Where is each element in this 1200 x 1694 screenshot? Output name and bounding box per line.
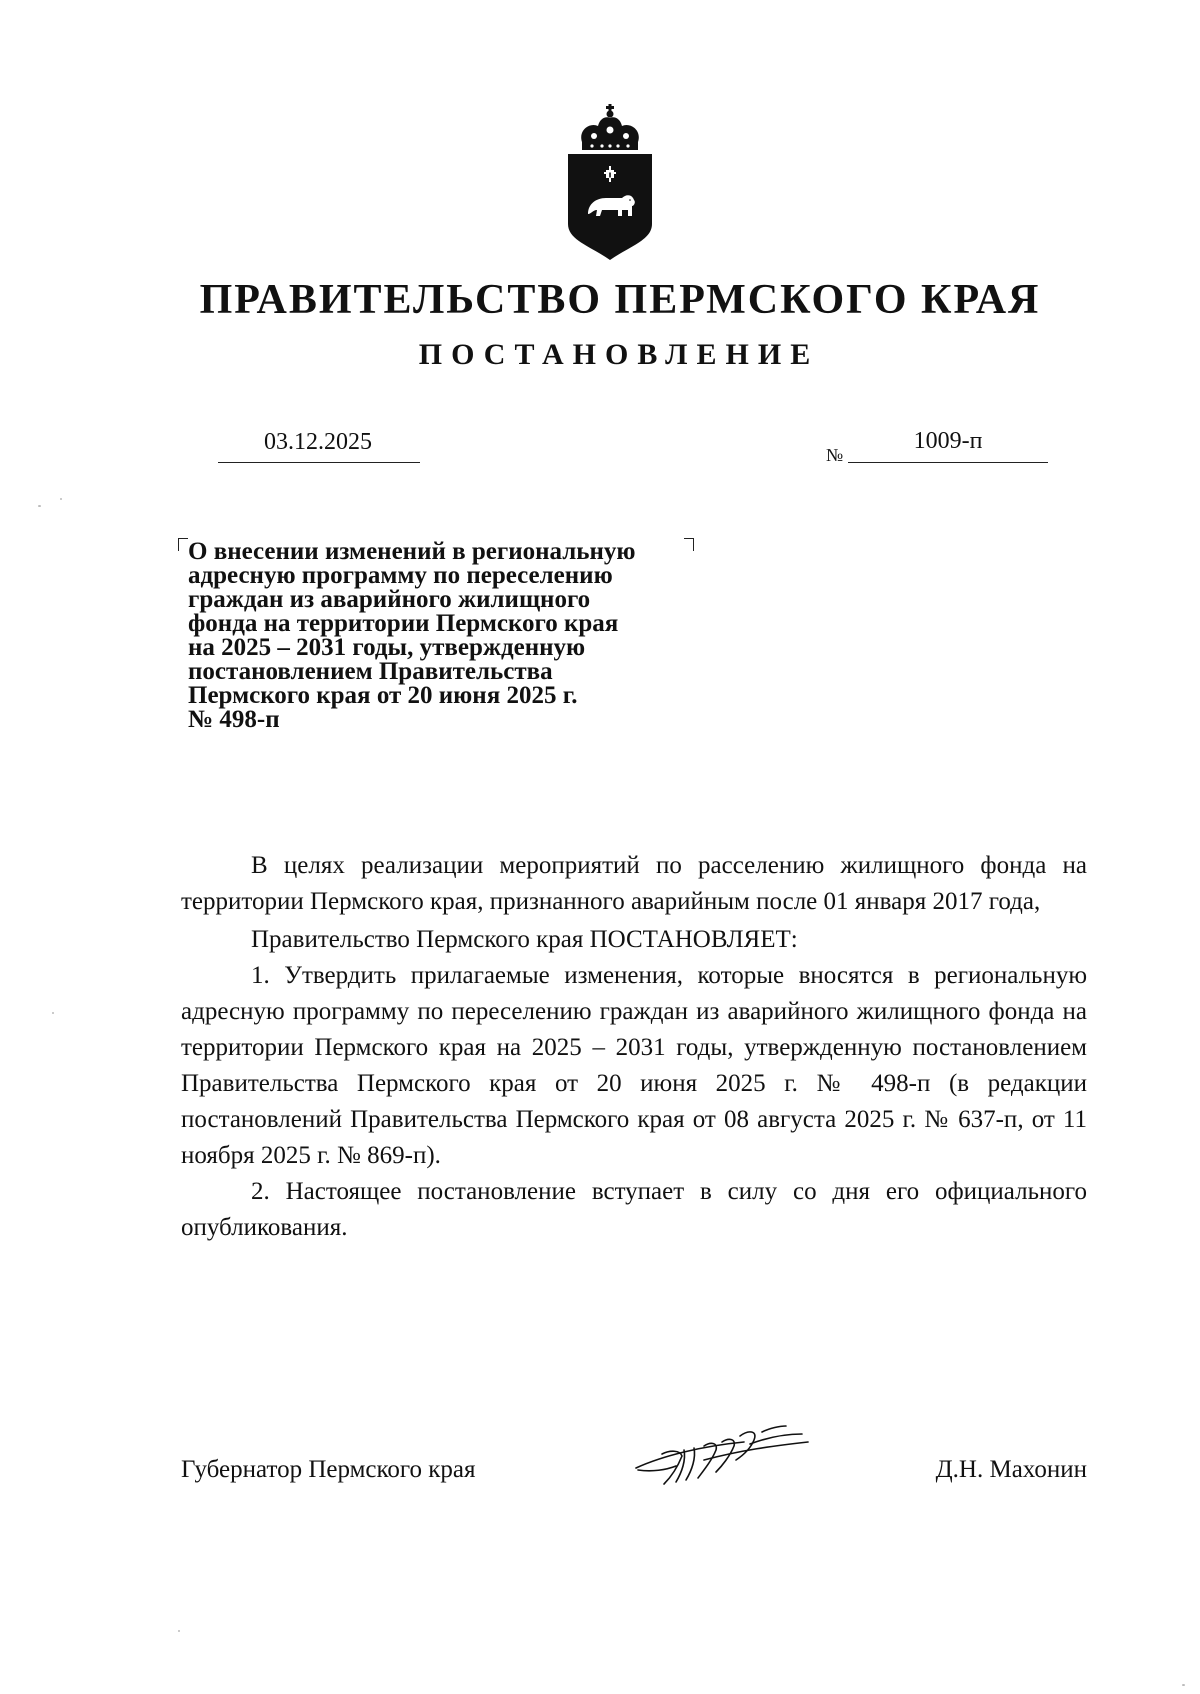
scan-speck <box>178 1630 180 1632</box>
document-body <box>181 848 1087 1246</box>
signatory-position: Губернатор Пермского края <box>181 1456 476 1483</box>
subject-line: фонда на территории Пермского края <box>188 610 619 637</box>
subject-line: на 2025 – 2031 годы, утвержденную <box>188 634 586 661</box>
preamble-paragraph: В целях реализации мероприятий по расселению жилищного фонда на территории Пермского края, признанного аварийным после 01 января 2017 года, <box>181 852 1087 915</box>
document-subject <box>188 540 708 732</box>
signatory-name: Д.Н. Махонин <box>935 1456 1087 1483</box>
subject-line: Пермского края от 20 июня 2025 г. <box>188 682 578 709</box>
scan-speck <box>60 498 62 500</box>
scan-speck <box>1182 1684 1185 1686</box>
document-number: 1009-п <box>913 428 983 454</box>
number-underline <box>848 462 1048 463</box>
scan-speck <box>52 1012 54 1014</box>
subject-line: № 498-п <box>188 706 280 733</box>
subject-line: граждан из аварийного жилищного <box>188 586 591 613</box>
subject-line: адресную программу по переселению <box>188 562 613 589</box>
organization-title: ПРАВИТЕЛЬСТВО ПЕРМСКОГО КРАЯ <box>199 277 1041 323</box>
item-1-paragraph: 1. Утвердить прилагаемые изменения, которые вносятся в региональную адресную программу по переселению граждан из аварийного жилищного фонда на территории Пермского края на 2025 – 2031 годы, утвержденную постановлением Правительства Пермского края от 20 июня 2025 г. № 498-п (в редакции постановлений Правительства Пермского края от 08 августа 2025 г. № 637-п, от 11 ноября 2025 г. № 869-п). <box>181 962 1087 1169</box>
subject-bracket-left <box>178 538 188 551</box>
document-date: 03.12.2025 <box>264 429 372 455</box>
item-2-paragraph: 2. Настоящее постановление вступает в силу со дня его официального опубликования. <box>181 1178 1087 1241</box>
subject-line: О внесении изменений в региональную <box>188 538 636 565</box>
subject-line: постановлением Правительства <box>188 658 553 685</box>
number-sign: № <box>826 445 844 465</box>
document-type: ПОСТАНОВЛЕНИЕ <box>418 338 820 371</box>
date-underline <box>218 462 420 463</box>
decree-paragraph: Правительство Пермского края ПОСТАНОВЛЯЕТ: <box>251 926 798 953</box>
coat-of-arms-icon <box>560 104 660 264</box>
handwritten-signature <box>632 1420 822 1500</box>
scan-speck <box>38 505 41 507</box>
